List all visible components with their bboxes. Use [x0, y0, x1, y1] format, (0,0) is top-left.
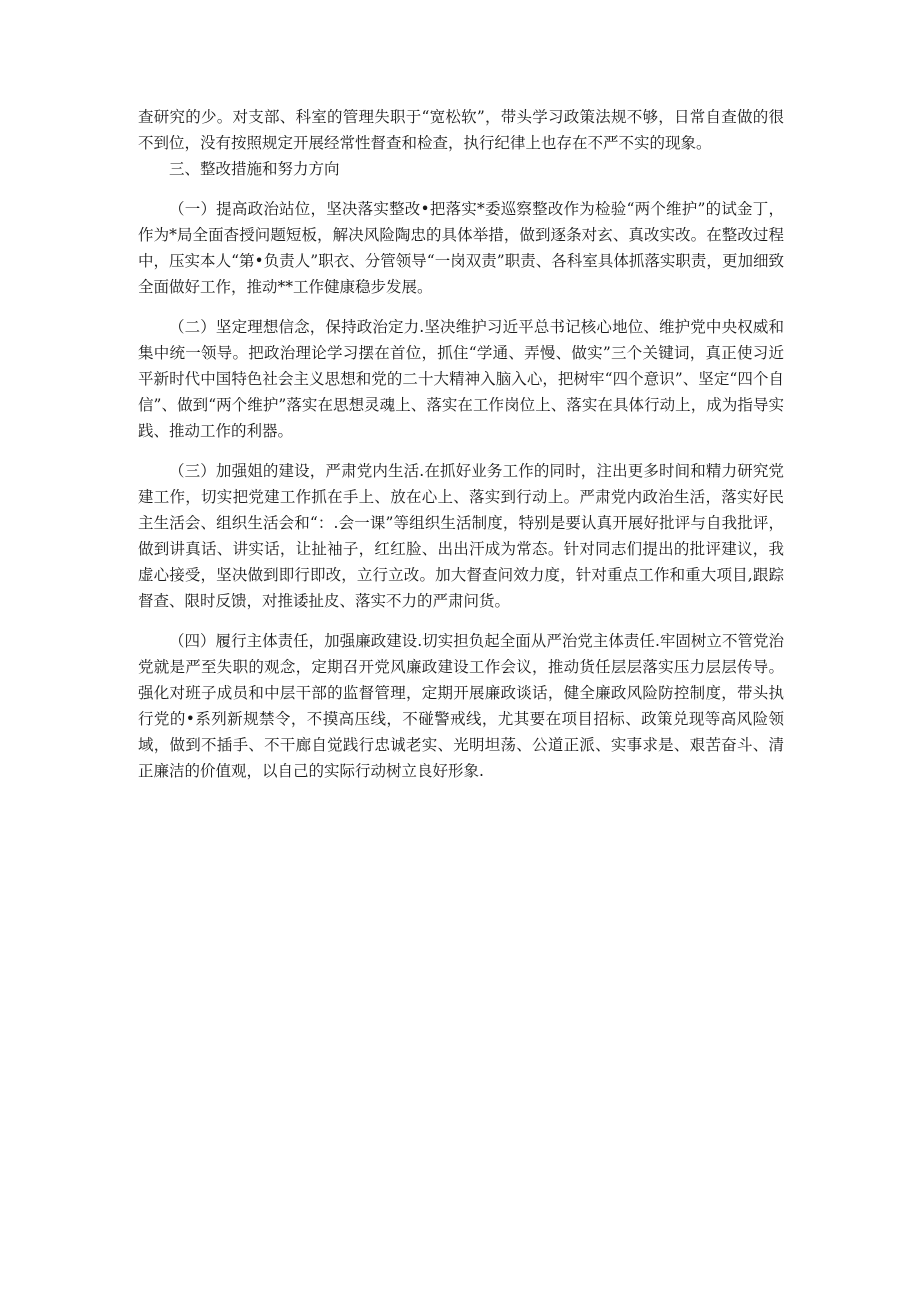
paragraph-1: （一）提高政治站位，坚决落实整改•把落实*委巡察整改作为检验“两个维护”的试金丁，作为*局全面杳授问题短板，解决风险陶忠的具体举措，做到逐条对玄、真改实改。在整改过程中，压实本人“第•负责人”职衣、分管领导“一岗双责”职责、各科室具体抓落实职责，更加细致全面做好工作，推动**工作健康稳步发展。 — [138, 200, 784, 296]
paragraph-4: （四）履行主体责任，加强廉政建设.切实担负起全面从严治党主体责任.牢固树立不管党治党就是严至失职的观念，定期召开党风廉政建设工作会议，推动货任层层落实压力层层传导。强化对班子成员和中层干部的监督管理，定期开展廉政谈话，健全廉政风险防控制度，带头执行党的•系列新规禁令，不摸高压线，不碰警戒线，尤其要在项目招标、政策兑现等高风险领域，做到不插手、不干廊自觉践行忠诚老实、光明坦荡、公道正派、实事求是、艰苦奋斗、清正廉洁的价值观，以自己的实际行动树立良好形象. — [138, 632, 784, 780]
document-page — [138, 104, 784, 784]
section-heading: 三、整改措施和努力方向 — [169, 160, 340, 178]
paragraph-3: （三）加强姐的建设，严肃党内生活.在抓好业务工作的同时，注出更多时间和精力研究党建工作，切实把党建工作抓在手上、放在心上、落实到行动上。严肃党内政治生活，落实好民主生活会、组织生活会和“：.会一课”等组织生活制度，特别是要认真开展好批评与自我批评，做到讲真话、讲实话，让扯袖子，红红脸、出出汗成为常态。针对同志们提出的批评建议，我虚心接受，坚决做到即行即改，立行立改。加大督查问效力度，针对重点工作和重大项目,跟踪督查、限时反馈，对推诿扯皮、落实不力的严肃问货。 — [138, 462, 784, 610]
paragraph-2: （二）坚定理想信念，保持政治定力.坚决维护习近平总书记核心地位、维护党中央权威和集中统一领导。把政治理论学习摆在首位，抓住“学通、弄慢、做实”三个关键词，真正使习近平新时代中国特色社会主义思想和党的二十大精神入脑入心，把树牢“四个意识”、坚定“四个自信”、做到“两个维护”落实在思想灵魂上、落实在工作岗位上、落实在具体行动上，成为指导实践、推动工作的利器。 — [138, 318, 784, 440]
intro-paragraph: 查研究的少。对支部、科室的管理失职于“宽松软”，带头学习政策法规不够，日常自查做的很不到位，没有按照规定开展经常性督查和检查，执行纪律上也存在不严不实的现象。 — [138, 108, 784, 152]
